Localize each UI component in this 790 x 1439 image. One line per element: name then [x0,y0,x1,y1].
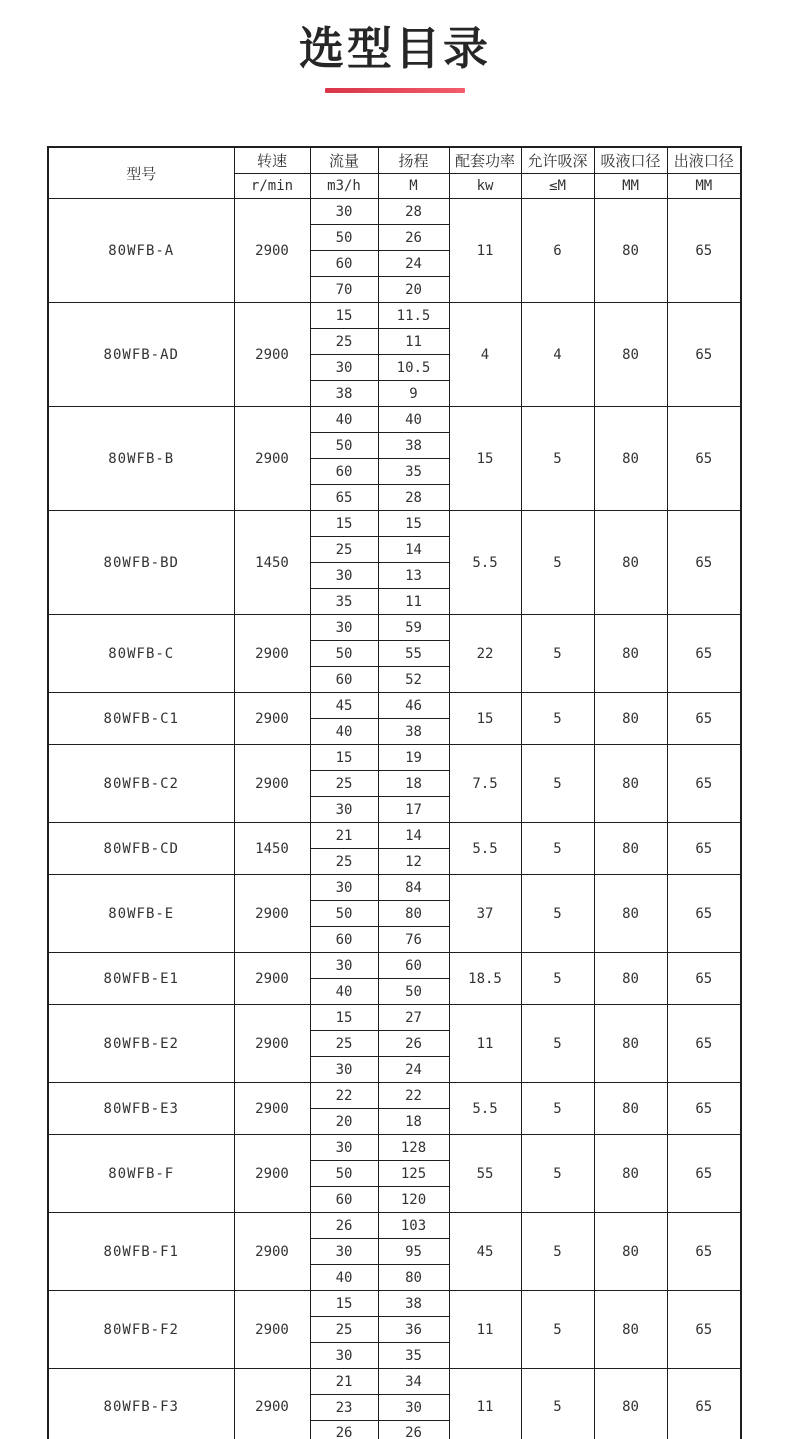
flow-cell: 60 [310,459,378,485]
flow-cell: 40 [310,719,378,745]
flow-cell: 60 [310,1187,378,1213]
speed-cell: 2900 [234,1005,310,1083]
header-col-3: 扬程 [378,147,449,174]
head-cell: 26 [378,1031,449,1057]
header-unit-3: M [378,174,449,199]
table-row [48,303,741,329]
flow-cell: 20 [310,1109,378,1135]
table-row [48,1083,741,1109]
power-cell: 11 [449,1005,521,1083]
power-cell: 5.5 [449,511,521,615]
flow-cell: 30 [310,797,378,823]
header-unit-1: r/min [234,174,310,199]
head-cell: 38 [378,433,449,459]
header-unit-2: m3/h [310,174,378,199]
head-cell: 46 [378,693,449,719]
head-cell: 20 [378,277,449,303]
power-cell: 37 [449,875,521,953]
inlet-diameter-cell: 80 [594,1135,667,1213]
outlet-diameter-cell: 65 [667,1213,741,1291]
table-row [48,1291,741,1317]
flow-cell: 30 [310,1057,378,1083]
model-cell: 80WFB-BD [48,511,234,615]
suction-depth-cell: 5 [521,407,594,511]
head-cell: 120 [378,1187,449,1213]
speed-cell: 2900 [234,953,310,1005]
suction-depth-cell: 5 [521,823,594,875]
suction-depth-cell: 5 [521,1369,594,1439]
power-cell: 11 [449,199,521,303]
model-cell: 80WFB-F1 [48,1213,234,1291]
catalog-table [47,146,742,1439]
flow-cell: 60 [310,251,378,277]
outlet-diameter-cell: 65 [667,407,741,511]
header-unit-5: ≤M [521,174,594,199]
outlet-diameter-cell: 65 [667,615,741,693]
flow-cell: 65 [310,485,378,511]
head-cell: 15 [378,511,449,537]
head-cell: 11 [378,329,449,355]
table-row [48,823,741,849]
inlet-diameter-cell: 80 [594,511,667,615]
flow-cell: 25 [310,1031,378,1057]
flow-cell: 70 [310,277,378,303]
power-cell: 22 [449,615,521,693]
header-unit-7: MM [667,174,741,199]
flow-cell: 30 [310,355,378,381]
flow-cell: 50 [310,1161,378,1187]
head-cell: 28 [378,485,449,511]
head-cell: 30 [378,1395,449,1421]
flow-cell: 23 [310,1395,378,1421]
flow-cell: 21 [310,1369,378,1395]
table-row [48,1135,741,1161]
flow-cell: 50 [310,225,378,251]
outlet-diameter-cell: 65 [667,745,741,823]
speed-cell: 2900 [234,1291,310,1369]
flow-cell: 25 [310,1317,378,1343]
head-cell: 125 [378,1161,449,1187]
speed-cell: 2900 [234,1213,310,1291]
outlet-diameter-cell: 65 [667,511,741,615]
table-row [48,693,741,719]
suction-depth-cell: 5 [521,1213,594,1291]
suction-depth-cell: 4 [521,303,594,407]
power-cell: 11 [449,1291,521,1369]
flow-cell: 30 [310,1239,378,1265]
inlet-diameter-cell: 80 [594,875,667,953]
flow-cell: 40 [310,1265,378,1291]
model-cell: 80WFB-E2 [48,1005,234,1083]
flow-cell: 15 [310,1291,378,1317]
table-row [48,199,741,225]
speed-cell: 2900 [234,615,310,693]
header-col-7: 出液口径 [667,147,741,174]
flow-cell: 21 [310,823,378,849]
model-cell: 80WFB-C2 [48,745,234,823]
flow-cell: 26 [310,1421,378,1439]
head-cell: 24 [378,1057,449,1083]
power-cell: 11 [449,1369,521,1439]
head-cell: 52 [378,667,449,693]
flow-cell: 35 [310,589,378,615]
inlet-diameter-cell: 80 [594,1369,667,1439]
table-row [48,1213,741,1239]
model-cell: 80WFB-E [48,875,234,953]
outlet-diameter-cell: 65 [667,303,741,407]
power-cell: 5.5 [449,823,521,875]
head-cell: 40 [378,407,449,433]
head-cell: 10.5 [378,355,449,381]
flow-cell: 45 [310,693,378,719]
suction-depth-cell: 5 [521,1135,594,1213]
head-cell: 13 [378,563,449,589]
inlet-diameter-cell: 80 [594,823,667,875]
table-row [48,615,741,641]
header-row-labels [48,147,741,174]
outlet-diameter-cell: 65 [667,693,741,745]
model-cell: 80WFB-F [48,1135,234,1213]
flow-cell: 30 [310,875,378,901]
model-cell: 80WFB-AD [48,303,234,407]
head-cell: 76 [378,927,449,953]
table-row [48,745,741,771]
head-cell: 12 [378,849,449,875]
head-cell: 26 [378,225,449,251]
table-row [48,953,741,979]
speed-cell: 2900 [234,1135,310,1213]
power-cell: 5.5 [449,1083,521,1135]
flow-cell: 25 [310,537,378,563]
table-row [48,875,741,901]
speed-cell: 2900 [234,875,310,953]
model-cell: 80WFB-E1 [48,953,234,1005]
head-cell: 38 [378,1291,449,1317]
model-cell: 80WFB-CD [48,823,234,875]
inlet-diameter-cell: 80 [594,1213,667,1291]
head-cell: 9 [378,381,449,407]
flow-cell: 50 [310,901,378,927]
flow-cell: 15 [310,1005,378,1031]
inlet-diameter-cell: 80 [594,615,667,693]
head-cell: 38 [378,719,449,745]
power-cell: 15 [449,407,521,511]
flow-cell: 25 [310,329,378,355]
model-cell: 80WFB-E3 [48,1083,234,1135]
model-cell: 80WFB-F3 [48,1369,234,1439]
model-cell: 80WFB-B [48,407,234,511]
inlet-diameter-cell: 80 [594,1291,667,1369]
head-cell: 35 [378,1343,449,1369]
model-cell: 80WFB-C1 [48,693,234,745]
flow-cell: 15 [310,303,378,329]
head-cell: 36 [378,1317,449,1343]
flow-cell: 38 [310,381,378,407]
inlet-diameter-cell: 80 [594,1083,667,1135]
head-cell: 103 [378,1213,449,1239]
flow-cell: 30 [310,1135,378,1161]
power-cell: 18.5 [449,953,521,1005]
model-cell: 80WFB-A [48,199,234,303]
flow-cell: 40 [310,407,378,433]
suction-depth-cell: 5 [521,615,594,693]
head-cell: 24 [378,251,449,277]
speed-cell: 2900 [234,407,310,511]
suction-depth-cell: 5 [521,745,594,823]
outlet-diameter-cell: 65 [667,823,741,875]
speed-cell: 2900 [234,1369,310,1439]
header-col-4: 配套功率 [449,147,521,174]
power-cell: 15 [449,693,521,745]
head-cell: 19 [378,745,449,771]
head-cell: 50 [378,979,449,1005]
inlet-diameter-cell: 80 [594,303,667,407]
suction-depth-cell: 5 [521,1083,594,1135]
title-underline [325,88,465,93]
power-cell: 45 [449,1213,521,1291]
flow-cell: 26 [310,1213,378,1239]
head-cell: 27 [378,1005,449,1031]
inlet-diameter-cell: 80 [594,1005,667,1083]
head-cell: 28 [378,199,449,225]
header-col-6: 吸液口径 [594,147,667,174]
flow-cell: 30 [310,563,378,589]
suction-depth-cell: 5 [521,693,594,745]
model-cell: 80WFB-C [48,615,234,693]
outlet-diameter-cell: 65 [667,1369,741,1439]
flow-cell: 30 [310,1343,378,1369]
head-cell: 14 [378,537,449,563]
flow-cell: 40 [310,979,378,1005]
outlet-diameter-cell: 65 [667,1083,741,1135]
head-cell: 11 [378,589,449,615]
table-row [48,1005,741,1031]
head-cell: 60 [378,953,449,979]
header-unit-6: MM [594,174,667,199]
speed-cell: 2900 [234,303,310,407]
inlet-diameter-cell: 80 [594,693,667,745]
model-cell: 80WFB-F2 [48,1291,234,1369]
speed-cell: 2900 [234,199,310,303]
table-row [48,511,741,537]
outlet-diameter-cell: 65 [667,199,741,303]
head-cell: 80 [378,1265,449,1291]
head-cell: 14 [378,823,449,849]
suction-depth-cell: 6 [521,199,594,303]
outlet-diameter-cell: 65 [667,1291,741,1369]
header-unit-4: kw [449,174,521,199]
head-cell: 26 [378,1421,449,1439]
power-cell: 7.5 [449,745,521,823]
header-model: 型号 [48,147,234,199]
flow-cell: 15 [310,745,378,771]
speed-cell: 2900 [234,745,310,823]
table-row [48,1369,741,1395]
flow-cell: 50 [310,433,378,459]
flow-cell: 60 [310,927,378,953]
outlet-diameter-cell: 65 [667,953,741,1005]
head-cell: 128 [378,1135,449,1161]
flow-cell: 30 [310,953,378,979]
speed-cell: 1450 [234,823,310,875]
inlet-diameter-cell: 80 [594,953,667,1005]
suction-depth-cell: 5 [521,875,594,953]
header-col-2: 流量 [310,147,378,174]
head-cell: 59 [378,615,449,641]
head-cell: 55 [378,641,449,667]
head-cell: 84 [378,875,449,901]
head-cell: 80 [378,901,449,927]
head-cell: 34 [378,1369,449,1395]
head-cell: 22 [378,1083,449,1109]
suction-depth-cell: 5 [521,1291,594,1369]
inlet-diameter-cell: 80 [594,199,667,303]
flow-cell: 25 [310,771,378,797]
flow-cell: 30 [310,199,378,225]
flow-cell: 15 [310,511,378,537]
flow-cell: 22 [310,1083,378,1109]
outlet-diameter-cell: 65 [667,1135,741,1213]
speed-cell: 1450 [234,511,310,615]
outlet-diameter-cell: 65 [667,1005,741,1083]
head-cell: 18 [378,771,449,797]
suction-depth-cell: 5 [521,1005,594,1083]
power-cell: 4 [449,303,521,407]
header-col-1: 转速 [234,147,310,174]
inlet-diameter-cell: 80 [594,407,667,511]
head-cell: 11.5 [378,303,449,329]
head-cell: 17 [378,797,449,823]
head-cell: 35 [378,459,449,485]
suction-depth-cell: 5 [521,511,594,615]
flow-cell: 50 [310,641,378,667]
speed-cell: 2900 [234,693,310,745]
power-cell: 55 [449,1135,521,1213]
suction-depth-cell: 5 [521,953,594,1005]
head-cell: 18 [378,1109,449,1135]
outlet-diameter-cell: 65 [667,875,741,953]
header-col-5: 允许吸深 [521,147,594,174]
flow-cell: 60 [310,667,378,693]
table-row [48,407,741,433]
inlet-diameter-cell: 80 [594,745,667,823]
flow-cell: 30 [310,615,378,641]
flow-cell: 25 [310,849,378,875]
head-cell: 95 [378,1239,449,1265]
page-title: 选型目录 [298,22,491,75]
speed-cell: 2900 [234,1083,310,1135]
